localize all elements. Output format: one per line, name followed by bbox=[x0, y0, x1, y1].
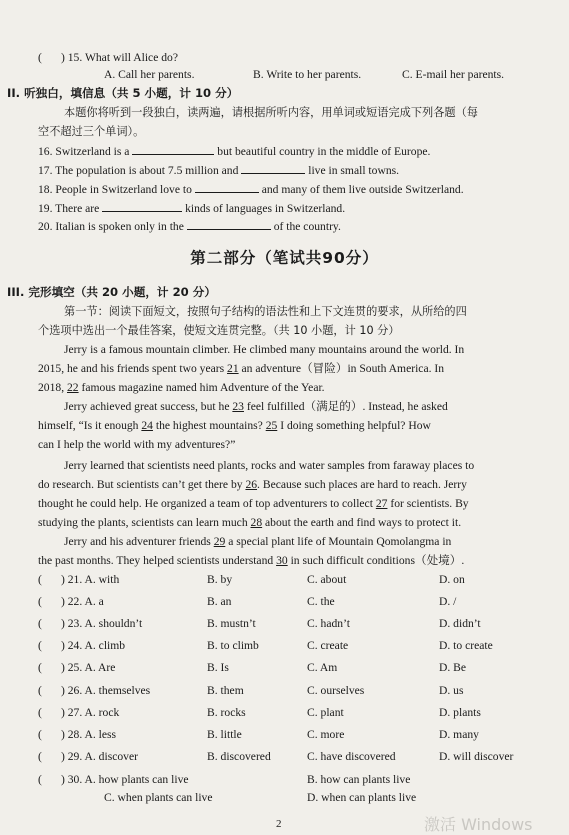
fill-item-17: 17. The population is about 7.5 million and live in small towns. bbox=[38, 164, 400, 177]
option-24d: D. to create bbox=[439, 639, 493, 653]
option-30d: D. when can plants live bbox=[307, 791, 417, 804]
passage-line: Jerry achieved great success, but he 23 feel fulfilled（满足的）. Instead, he asked bbox=[64, 400, 448, 413]
passage-line: studying the plants, scientists can learn much 28 about the earth and find ways to protect it. bbox=[38, 516, 462, 529]
answer-paren: ( bbox=[38, 617, 42, 631]
blank-21: 21 bbox=[227, 362, 239, 375]
section-2-intro-line1: 本题你将听到一段独白，读两遍，请根据所听内容，用单词或短语完成下列各题（每 bbox=[64, 106, 478, 119]
answer-blank-16[interactable] bbox=[132, 143, 214, 155]
option-15b: B. Write to her parents. bbox=[253, 68, 362, 81]
fill-item-16: 16. Switzerland is a but beautiful country in the middle of Europe. bbox=[38, 145, 431, 158]
blank-26: 26 bbox=[245, 478, 258, 491]
option-15c: C. E-mail her parents. bbox=[402, 68, 505, 81]
answer-blank-17[interactable] bbox=[241, 162, 305, 174]
option-26b: B. them bbox=[207, 683, 244, 697]
passage-line: 2018, 22 famous magazine named him Adventure of the Year. bbox=[38, 381, 325, 394]
option-29a: ) 29. A. discover bbox=[61, 749, 138, 763]
blank-24: 24 bbox=[141, 419, 153, 432]
option-28b: B. little bbox=[207, 727, 242, 741]
answer-blank-18[interactable] bbox=[195, 181, 259, 193]
section-2-heading: II. 听独白，填信息（共 5 小题，计 10 分） bbox=[7, 86, 239, 100]
answer-paren: ( bbox=[38, 705, 42, 719]
option-25d: D. Be bbox=[439, 661, 467, 675]
option-22b: B. an bbox=[207, 595, 232, 609]
passage-line: himself, “Is it enough 24 the highest mountains? 25 I doing something helpful? How bbox=[38, 419, 431, 432]
option-25a: ) 25. A. Are bbox=[61, 661, 116, 675]
section-3-intro-line1: 第一节：阅读下面短文，按照句子结构的语法性和上下文连贯的要求，从所给的四 bbox=[64, 305, 467, 318]
option-24b: B. to climb bbox=[207, 639, 259, 653]
answer-blank-19[interactable] bbox=[102, 200, 182, 212]
passage-line: Jerry is a famous mountain climber. He climbed many mountains around the world. In bbox=[64, 343, 465, 356]
option-28a: ) 28. A. less bbox=[61, 727, 117, 741]
option-22a: ) 22. A. a bbox=[61, 595, 104, 609]
passage-line: Jerry and his adventurer friends 29 a special plant life of Mountain Qomolangma in bbox=[64, 535, 452, 548]
option-28c: C. more bbox=[307, 727, 345, 741]
page-number: 2 bbox=[276, 818, 282, 830]
section-3-heading: III. 完形填空（共 20 小题，计 20 分） bbox=[7, 285, 216, 299]
passage-line: can I help the world with my adventures?” bbox=[38, 438, 236, 451]
option-22c: C. the bbox=[307, 595, 335, 609]
option-21d: D. on bbox=[439, 573, 465, 586]
passage-line: thought he could help. He organized a team of top adventurers to collect 27 for scientists. By bbox=[38, 497, 469, 510]
option-30b: B. how can plants live bbox=[307, 773, 411, 786]
question-15-stem: ) 15. What will Alice do? bbox=[61, 51, 178, 64]
blank-28: 28 bbox=[250, 516, 263, 529]
passage-line: do research. But scientists can’t get there by 26. Because such places are hard to reach. Jerry bbox=[38, 478, 467, 491]
blank-30: 30 bbox=[276, 554, 288, 567]
answer-paren: ( bbox=[38, 749, 42, 763]
question-30-stem: ) 30. A. how plants can live bbox=[61, 773, 189, 786]
option-30c: C. when plants can live bbox=[104, 791, 213, 804]
option-29b: B. discovered bbox=[207, 749, 271, 763]
option-29c: C. have discovered bbox=[307, 749, 396, 763]
answer-paren: ( bbox=[38, 727, 42, 741]
section-2-intro-line2: 空不超过三个单词）。 bbox=[38, 125, 145, 138]
option-23b: B. mustn’t bbox=[207, 617, 256, 631]
answer-paren: ( bbox=[38, 661, 42, 675]
option-23c: C. hadn’t bbox=[307, 617, 350, 631]
option-21a: ) 21. A. with bbox=[61, 573, 120, 586]
option-27a: ) 27. A. rock bbox=[61, 705, 120, 719]
option-24c: C. create bbox=[307, 639, 349, 653]
option-29d: D. will discover bbox=[439, 749, 514, 763]
option-23d: D. didn’t bbox=[439, 617, 481, 631]
answer-blank-20[interactable] bbox=[187, 218, 271, 230]
option-28d: D. many bbox=[439, 727, 479, 741]
passage-line: 2015, he and his friends spent two years 21 an adventure（冒险）in South America. In bbox=[38, 362, 445, 375]
option-21c: C. about bbox=[307, 573, 347, 586]
blank-27: 27 bbox=[375, 497, 388, 510]
option-26a: ) 26. A. themselves bbox=[61, 683, 151, 697]
passage-line: the past months. They helped scientists understand 30 in such difficult conditions（处境）. bbox=[38, 554, 465, 567]
option-25c: C. Am bbox=[307, 661, 338, 675]
blank-23: 23 bbox=[232, 400, 244, 413]
answer-paren: ( bbox=[38, 639, 42, 653]
fill-item-18: 18. People in Switzerland love to and many of them live outside Switzerland. bbox=[38, 183, 464, 196]
blank-22: 22 bbox=[67, 381, 79, 394]
part-2-title: 第二部分（笔试共90分） bbox=[190, 249, 379, 267]
option-15a: A. Call her parents. bbox=[104, 68, 195, 81]
option-26c: C. ourselves bbox=[307, 683, 365, 697]
blank-29: 29 bbox=[213, 535, 226, 548]
option-27b: B. rocks bbox=[207, 705, 246, 719]
answer-paren: ( bbox=[38, 573, 42, 586]
option-22d: D. / bbox=[439, 595, 457, 609]
fill-item-20: 20. Italian is spoken only in the of the country. bbox=[38, 220, 341, 233]
answer-paren: ( bbox=[38, 773, 42, 786]
answer-paren: ( bbox=[38, 51, 42, 64]
option-25b: B. Is bbox=[207, 661, 229, 675]
option-24a: ) 24. A. climb bbox=[61, 639, 126, 653]
option-27d: D. plants bbox=[439, 705, 481, 719]
passage-line: Jerry learned that scientists need plants, rocks and water samples from faraway places to bbox=[64, 459, 475, 472]
option-23a: ) 23. A. shouldn’t bbox=[61, 617, 143, 631]
fill-item-19: 19. There are kinds of languages in Switzerland. bbox=[38, 202, 346, 215]
blank-25: 25 bbox=[265, 419, 278, 432]
activate-windows-watermark: 激活 Windows bbox=[424, 815, 533, 834]
option-21b: B. by bbox=[207, 573, 233, 586]
option-26d: D. us bbox=[439, 683, 464, 697]
section-3-intro-line2: 个选项中选出一个最佳答案，使短文连贯完整。（共 10 小题，计 10 分） bbox=[38, 324, 400, 337]
answer-paren: ( bbox=[38, 683, 42, 697]
answer-paren: ( bbox=[38, 595, 42, 609]
option-27c: C. plant bbox=[307, 705, 344, 719]
